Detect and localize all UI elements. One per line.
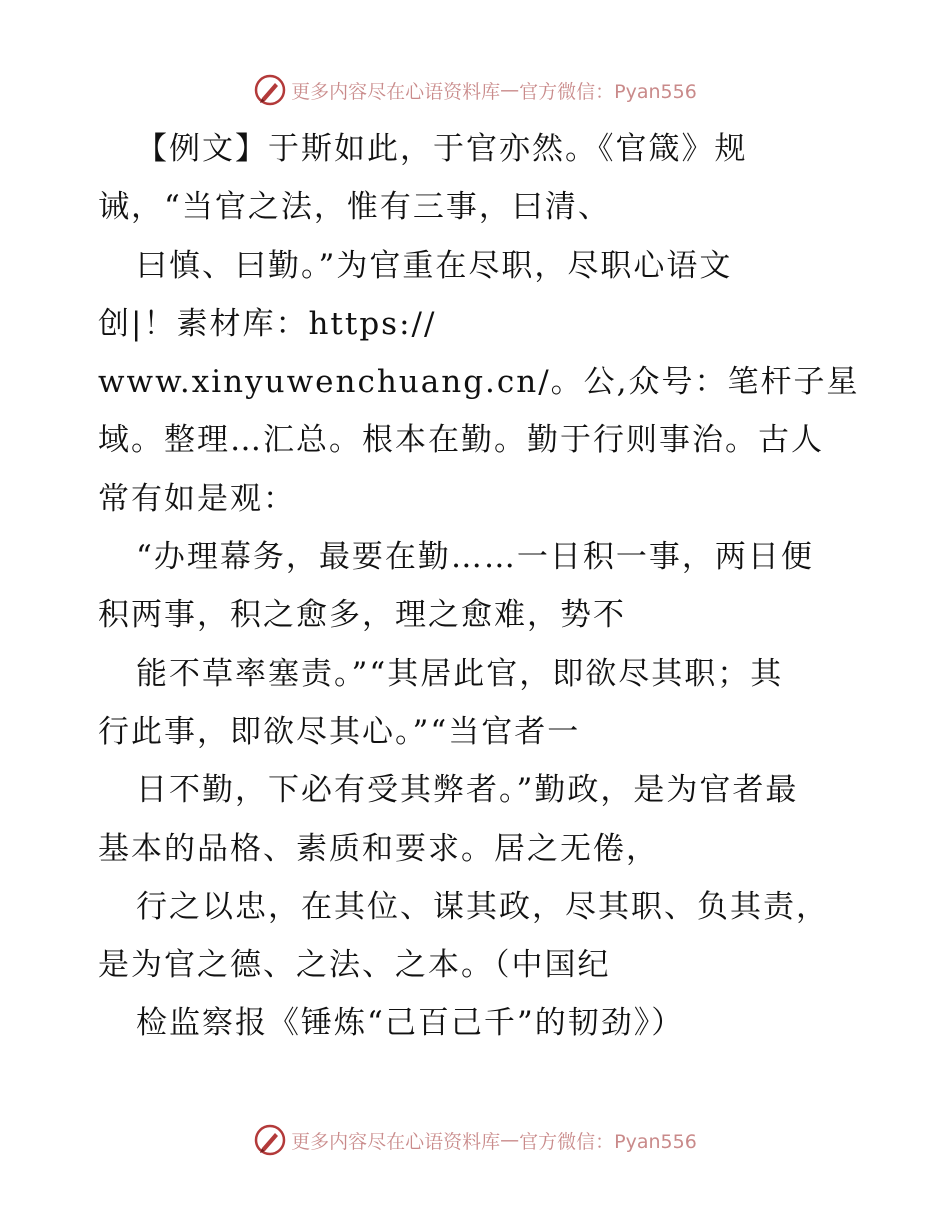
- body-line: 【例文】于斯如此，于官亦然。《官箴》规: [136, 131, 748, 167]
- footer-banner-wechat: 官方微信：Pyan556: [519, 1130, 697, 1153]
- body-line: 检监察报《锤炼“己百己千”的韧劲》）: [136, 1005, 685, 1042]
- body-line: 日不勤，下必有受其弊者。”勤政，是为官者最: [136, 772, 799, 809]
- body-line: 积两事，积之愈多，理之愈难，势不: [98, 597, 626, 634]
- header-banner: [0, 70, 950, 110]
- body-line: “办理幕务，最要在勤……一日积一事，两日便: [136, 539, 814, 576]
- footer-banner-sep: —: [500, 1129, 520, 1151]
- footer-banner: [0, 1120, 950, 1160]
- body-line: 域。整理…汇总。根本在勤。勤于行则事治。古人: [98, 422, 824, 459]
- body-line: 创|！素材库：https://: [98, 305, 437, 342]
- body-line: 曰慎、曰勤。”为官重在尽职，尽职心语文: [136, 247, 733, 284]
- body-line: 是为官之德、之法、之本。（中国纪: [98, 947, 611, 984]
- body-line: 行此事，即欲尽其心。”“当官者一: [98, 713, 581, 750]
- body-line: 能不草率塞责。”“其居此官，即欲尽其职；其: [136, 655, 784, 692]
- pen-circle-logo-icon: [253, 1123, 287, 1157]
- header-banner-wechat: 官方微信：Pyan556: [519, 80, 697, 103]
- pen-circle-logo-icon: [253, 73, 287, 107]
- body-line: 基本的品格、素质和要求。居之无倦，: [98, 830, 659, 867]
- body-line: 常有如是观：: [98, 480, 296, 517]
- body-line: 行之以忠，在其位、谋其政，尽其职、负其责，: [136, 888, 829, 925]
- header-banner-main: 更多内容尽在心语资料库: [291, 80, 501, 103]
- body-line: 诫，“当官之法，惟有三事，曰清、: [98, 189, 611, 226]
- header-banner-sep: —: [500, 79, 520, 101]
- article-body: [98, 120, 858, 1053]
- footer-banner-main: 更多内容尽在心语资料库: [291, 1130, 501, 1153]
- body-line: www.xinyuwenchuang.cn/。公,众号：笔杆子星: [98, 364, 860, 401]
